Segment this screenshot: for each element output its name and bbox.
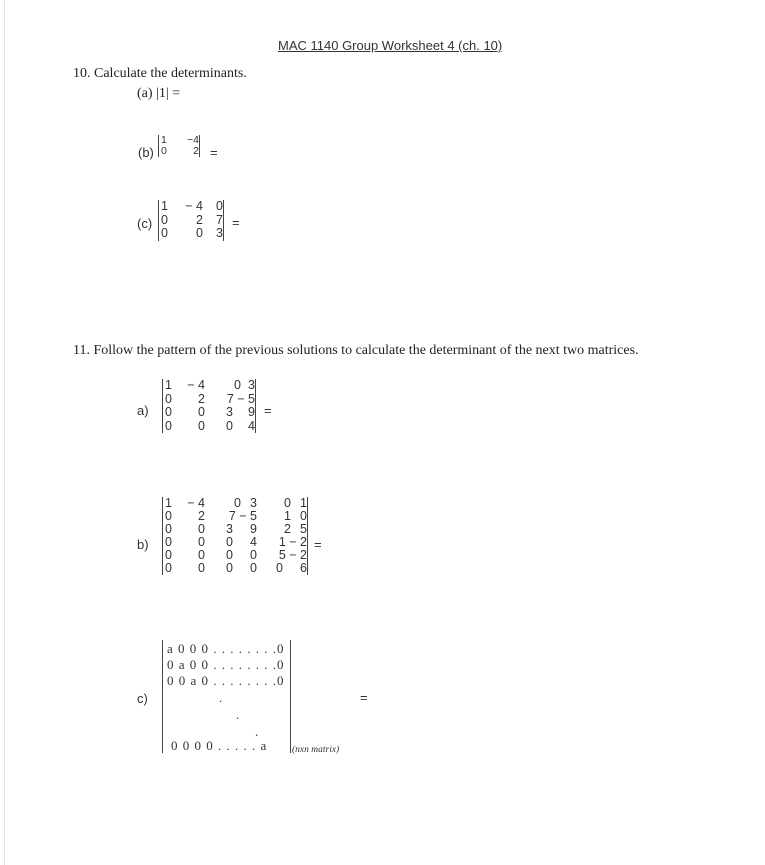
q11c-equals: =	[360, 690, 368, 705]
q11c-label: c)	[137, 691, 148, 706]
matrix-cell: 1	[161, 199, 168, 213]
matrix-cell: 7 − 5	[228, 509, 257, 523]
matrix-cell: 0	[234, 378, 241, 392]
diagonal-dot: .	[236, 707, 240, 722]
q10a-expression	[137, 86, 180, 102]
matrix-cell: 3	[248, 378, 255, 392]
matrix-cell: 1	[165, 496, 172, 510]
matrix-cell: 6	[300, 561, 307, 575]
matrix-cell: 0	[196, 226, 203, 240]
matrix-cell: 0	[165, 548, 172, 562]
matrix-cell: 5 − 2	[278, 548, 307, 562]
matrix-cell: 5	[300, 522, 307, 536]
matrix-cell: 0	[198, 405, 205, 419]
matrix-cell: 0	[165, 405, 172, 419]
matrix-cell: 0	[198, 522, 205, 536]
matrix-cell: −4	[187, 134, 199, 146]
matrix-cell: 0	[165, 522, 172, 536]
matrix-cell: 0	[198, 548, 205, 562]
matrix-cell: 0	[250, 548, 257, 562]
matrix-cell: 2	[198, 391, 205, 406]
matrix-cell: 0	[226, 418, 233, 433]
matrix-cell: 0	[216, 199, 223, 213]
matrix-cell: 0	[165, 509, 172, 523]
matrix-cell: 0	[250, 561, 257, 575]
matrix-cell: 2	[198, 509, 205, 523]
matrix-cell: 0	[226, 561, 233, 575]
matrix-cell: 0	[300, 509, 307, 523]
matrix-cell: 0	[165, 391, 172, 406]
matrix-cell: 0	[198, 418, 205, 433]
matrix-cell: 0	[165, 535, 172, 549]
q11c-row-3: 0 0 a 0 . . . . . . . .0	[167, 673, 285, 688]
matrix-cell: 2	[196, 212, 203, 227]
page-title: MAC 1140 Group Worksheet 4 (ch. 10)	[278, 38, 503, 53]
matrix-cell: 1	[284, 509, 291, 523]
matrix-size-note: (nxn matrix)	[292, 745, 340, 755]
q11c-row-last: 0 0 0 0 . . . . . a	[171, 738, 268, 753]
matrix-cell: − 4	[185, 199, 203, 213]
page-edge	[4, 0, 5, 865]
diagonal-dot: .	[255, 724, 259, 739]
q11c-row-1: a 0 0 0 . . . . . . . .0	[167, 641, 285, 656]
matrix-cell: 2	[193, 145, 199, 157]
q10c-matrix	[158, 200, 224, 241]
matrix-cell: 4	[248, 418, 255, 433]
q11b-matrix	[162, 497, 308, 575]
matrix-cell: 1	[165, 378, 172, 392]
q10b-label: (b)	[138, 145, 154, 160]
q11a-equals: =	[264, 403, 272, 418]
matrix-cell: 3	[226, 522, 233, 536]
q11b-equals: =	[314, 537, 322, 552]
matrix-cell: 1	[161, 134, 167, 146]
q10a-determinant: |1| =	[156, 86, 181, 101]
matrix-cell: 0	[165, 418, 172, 433]
matrix-cell: 0	[276, 561, 283, 575]
matrix-cell: 7	[216, 212, 223, 227]
matrix-cell: 3	[226, 405, 233, 419]
matrix-cell: 1 − 2	[278, 535, 307, 549]
matrix-cell: 0	[284, 496, 291, 510]
matrix-cell: 0	[161, 212, 168, 227]
matrix-cell: 3	[216, 226, 223, 240]
matrix-cell: 0	[226, 535, 233, 549]
matrix-cell: 3	[250, 496, 257, 510]
matrix-cell: 9	[248, 405, 255, 419]
matrix-cell: 0	[198, 561, 205, 575]
matrix-cell: 4	[250, 535, 257, 549]
matrix-cell: 2	[284, 522, 291, 536]
matrix-cell: 0	[161, 226, 168, 240]
q11b-label: b)	[137, 537, 149, 552]
q11a-label: a)	[137, 403, 149, 418]
matrix-cell: 0	[234, 496, 241, 510]
matrix-cell: 9	[250, 522, 257, 536]
matrix-cell: 1	[300, 496, 307, 510]
q10a-label: (a)	[137, 86, 153, 101]
matrix-cell: 0	[226, 548, 233, 562]
q11a-matrix	[162, 379, 256, 433]
matrix-cell: − 4	[187, 378, 205, 392]
q11c-row-2: 0 a 0 0 . . . . . . . .0	[167, 657, 285, 672]
q10c-equals: =	[232, 215, 240, 230]
q10b-matrix	[158, 135, 200, 157]
matrix-cell: 7 − 5	[226, 391, 255, 406]
q10c-label: (c)	[137, 216, 153, 231]
matrix-cell: 0	[165, 561, 172, 575]
matrix-cell: 0	[161, 145, 167, 157]
matrix-cell: 0	[198, 535, 205, 549]
q10b-equals: =	[210, 145, 218, 160]
diagonal-dot: .	[219, 690, 223, 705]
q11-prompt: 11. Follow the pattern of the previous solutions to calculate the determinant of the next two matrices.	[73, 343, 639, 358]
matrix-cell: − 4	[187, 496, 205, 510]
q10-prompt: 10. Calculate the determinants.	[73, 66, 247, 81]
